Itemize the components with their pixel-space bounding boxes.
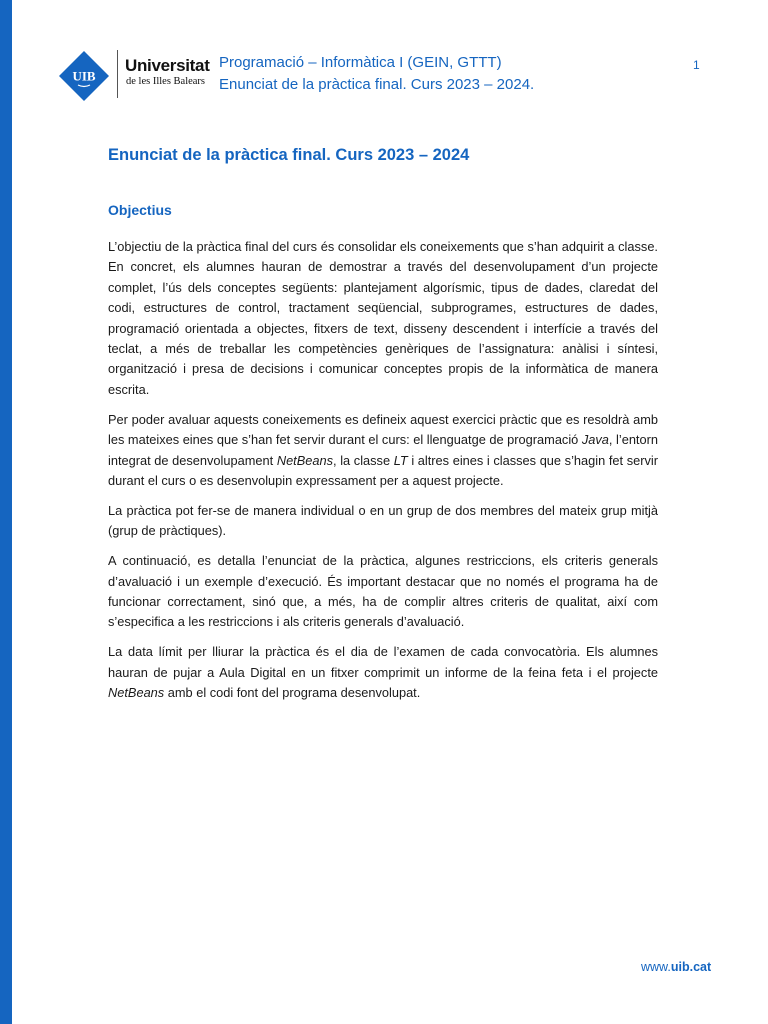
- logo-divider: [117, 50, 118, 98]
- logo-monogram: UIB: [72, 68, 96, 84]
- paragraph-5-netbeans: NetBeans: [108, 685, 165, 701]
- logo-university-subtitle: de les Illes Balears: [126, 76, 206, 87]
- paragraph-2: [108, 410, 658, 492]
- paragraph-3: La pràctica pot fer-se de manera individual o en un grup de dos membres del mateix grup mitjà (grup de pràctiques).: [108, 502, 658, 539]
- document-title: Enunciat de la pràctica final. Curs 2023 – 2024: [108, 146, 470, 164]
- document-body: [108, 237, 658, 713]
- paragraph-2-lt: LT: [393, 452, 408, 468]
- header-document-line: Enunciat de la pràctica final. Curs 2023 – 2024.: [219, 76, 535, 93]
- section-heading-objectius: Objectius: [108, 202, 172, 218]
- university-logo: [58, 48, 218, 100]
- paragraph-5: [108, 642, 658, 703]
- page-number: 1: [693, 58, 700, 72]
- uib-diamond-icon: [58, 50, 110, 102]
- logo-university-name: Universitat: [125, 56, 210, 75]
- paragraph-1: L’objectiu de la pràctica final del curs és consolidar els coneixements que s’han adquirit a classe. En concret, els alumnes hauran de demostrar a través del desenvolupament d’un projecte complet, l’ús dels conceptes següents: plantejament algorísmic, tipus de dades, claredat del codi, estructures de control, tractament seqüencial, subprogrames, estructures de dades, programació orientada a objectes, fitxers de text, disseny descendent i interfície a través del teclat, a més de treballar les competències genèriques de l’assignatura: anàlisi i síntesi, organització i presa de decisions i comunicar conceptes propis de la informàtica de manera escrita.: [108, 239, 658, 397]
- paragraph-2-text-1: Per poder avaluar aquests coneixements es defineix aquest exercici pràctic que es resoldrà amb les mateixes eines que s’han fet servir durant el curs: el llenguatge de programació: [108, 411, 658, 448]
- paragraph-5-text-1: La data límit per lliurar la pràctica és el dia de l’examen de cada convocatòria. Els alumnes hauran de pujar a Aula Digital en un fitxer comprimit un informe de la feina feta i el projecte: [108, 644, 658, 680]
- paragraph-2-java: Java: [581, 432, 609, 448]
- side-accent-bar: [0, 0, 12, 1024]
- paragraph-2-text-3: , la classe: [333, 452, 394, 468]
- header-title: [219, 52, 534, 96]
- paragraph-2-text-4: i altres eines i classes que s’hagin fet servir durant el curs o es desenvolupin expressament per a aquest projecte.: [108, 452, 658, 488]
- paragraph-2-text-2: , l’entorn integrat de desenvolupament: [108, 432, 658, 468]
- footer-link-prefix: www.: [641, 960, 671, 974]
- footer-website-link[interactable]: [641, 960, 711, 974]
- header-course-line: Programació – Informàtica I (GEIN, GTTT): [219, 54, 502, 71]
- paragraph-4: A continuació, es detalla l’enunciat de la pràctica, algunes restriccions, els criteris generals d’avaluació i un exemple d’execució. És important destacar que no només el programa ha de funcionar correctament, sinó que, a més, ha de complir altres criteris de qualitat, així com s’especifica a les restriccions i als criteris generals d’avaluació.: [108, 553, 658, 630]
- page-header: [58, 48, 718, 104]
- paragraph-5-text-2: amb el codi font del programa desenvolupat.: [164, 685, 421, 701]
- paragraph-2-netbeans: NetBeans: [276, 452, 334, 468]
- footer-link-domain: uib.cat: [670, 960, 712, 974]
